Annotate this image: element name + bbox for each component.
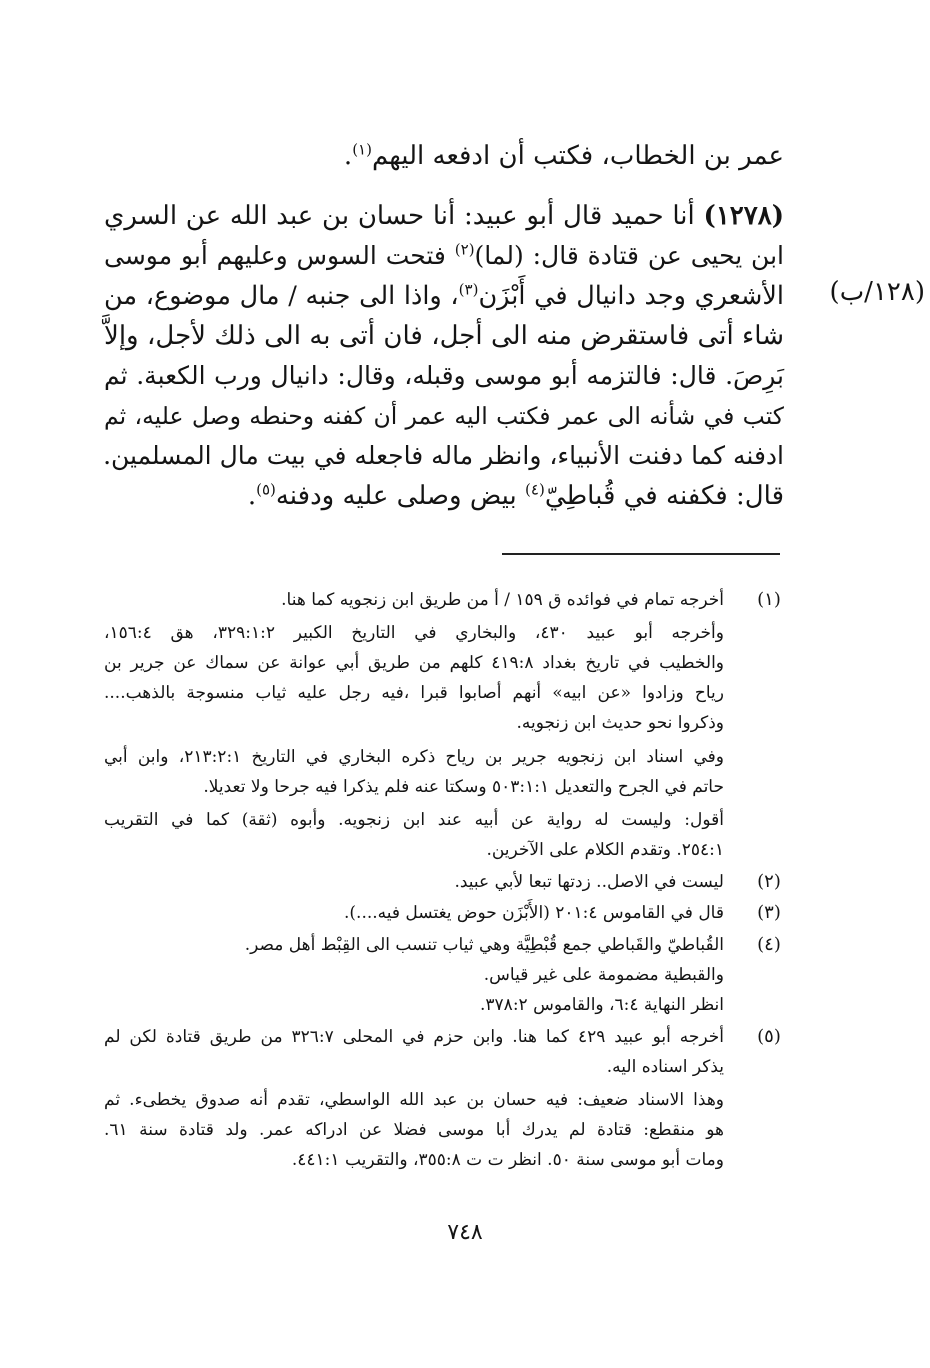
footnote-number: (١) xyxy=(757,589,781,610)
footnote-line: وذكروا نحو حديث ابن زنجويه. xyxy=(516,713,724,733)
line-text: . xyxy=(343,141,353,171)
line-text: أنا حميد قال أبو عبيد: أنا حسان بن عبد الله عن السري xyxy=(104,201,704,231)
hadith-number: (١٢٧٨) xyxy=(703,201,784,231)
main-text-line xyxy=(104,196,784,236)
footnote-ref: (٥) xyxy=(256,480,276,499)
main-text-line xyxy=(104,136,784,176)
line-text: عمر بن الخطاب، فكتب أن ادفعه اليهم xyxy=(371,141,784,171)
footnote-line: أخرجه أبو عبيد ٤٢٩ كما هنا. وابن حزم في المحلى ٣٢٦:٧ من طريق قتادة لكن لم xyxy=(104,1027,724,1047)
footnote-continuation xyxy=(104,618,784,648)
margin-manuscript-note: (١٢٨/ب) xyxy=(829,277,925,307)
main-text-line xyxy=(104,476,784,516)
footnote-line: هو منقطع: قتادة لم يدرك أبا موسى فضلا عن ادراكه عمر. ولد قتادة سنة ٦١. xyxy=(104,1120,724,1140)
main-text-line xyxy=(104,276,784,316)
main-text-line: بَرِصَ. قال: فالتزمه أبو موسى وقبله، وقال: دانيال ورب الكعبة. ثم xyxy=(104,361,784,390)
footnote-line: وفي اسناد ابن زنجويه جرير بن رياح ذكره البخاري في التاريخ ٢١٣:٢:١، وابن أبي xyxy=(104,747,724,767)
footnote-continuation xyxy=(104,648,784,678)
footnote-continuation xyxy=(104,990,784,1020)
footnote-number: (٣) xyxy=(757,902,781,923)
line-text: ابن يحيى عن قتادة قال: (لما) xyxy=(474,241,784,270)
footnote xyxy=(104,930,784,960)
main-text-line: شاء أتى فاستقرض منه الى أجل، فان أتى به الى ذلك لأجل، وإلاَّ xyxy=(104,321,784,351)
line-text: فتحت السوس وعليهم أبو موسى xyxy=(104,241,455,270)
line-text: بيض وصلى عليه ودفنه xyxy=(275,481,526,511)
footnote-continuation xyxy=(104,835,784,865)
page-number: ٧٤٨ xyxy=(447,1220,483,1245)
footnote xyxy=(104,898,784,928)
footnote-continuation xyxy=(104,1052,784,1082)
footnote-ref: (٣) xyxy=(458,280,479,299)
footnote-continuation xyxy=(104,772,784,802)
footnote-number: (٥) xyxy=(757,1026,781,1047)
footnote-line: والخطيب في تاريخ بغداد ٤١٩:٨ كلهم من طريق أبي عوانة عن سماك عن جرير بن xyxy=(104,653,724,673)
footnote-number: (٢) xyxy=(757,871,781,892)
footnote-line: انظر النهاية ٦:٤، والقاموس ٣٧٨:٢. xyxy=(480,995,724,1015)
footnote-line: والقبطية مضمومة على غير قياس. xyxy=(483,965,724,985)
main-text-line xyxy=(104,236,784,276)
footnote-ref: (٤) xyxy=(525,480,545,499)
footnote-divider xyxy=(502,553,780,555)
footnote-line: يذكر اسناده اليه. xyxy=(606,1057,724,1077)
footnote-line: أخرجه تمام في فوائده ق ١٥٩ / أ من طريق ابن زنجويه كما هنا. xyxy=(281,590,724,610)
footnote-number: (٤) xyxy=(757,934,781,955)
footnote-line: قال في القاموس ٢٠١:٤ (الأَبْزَن حوض يغتسل فيه....). xyxy=(344,903,724,923)
footnote-ref: (٢) xyxy=(454,240,475,259)
footnote xyxy=(104,1022,784,1052)
footnote-continuation xyxy=(104,1145,784,1175)
footnote-continuation xyxy=(104,960,784,990)
footnote-continuation xyxy=(104,1085,784,1115)
footnote-continuation xyxy=(104,742,784,772)
footnote-line: حاتم في الجرح والتعديل ٥٠٣:١:١ وسكتا عنه فلم يذكرا فيه جرحا ولا تعديلا. xyxy=(203,777,724,797)
footnote xyxy=(104,867,784,897)
footnote-line: القُباطيّ والقَباطي جمع قُبْطِيَّة وهي ثياب تنسب الى القِبْط أهل مصر. xyxy=(244,935,724,955)
main-text-line: كتب في شأنه الى عمر فكتب اليه عمر أن كفنه وحنطه وصل عليه، ثم xyxy=(104,402,784,430)
footnote-ref: (١) xyxy=(352,140,372,159)
footnote-line: وهذا الاسناد ضعيف: فيه حسان بن عبد الله الواسطي، تقدم أنه صدوق يخطىء. ثم xyxy=(104,1090,724,1110)
line-text: قال: فكفنه في قُباطِيّ xyxy=(544,481,784,511)
footnote-line: ليست في الاصل.. زدتها تبعا لأبي عبيد. xyxy=(454,872,724,892)
footnote-line: رياح وزادوا «عن ابيه» أنهم أصابوا قبرا ،فيه رجل عليه ثياب منسوجة بالذهب.... xyxy=(104,683,724,703)
footnote-continuation xyxy=(104,805,784,835)
footnote xyxy=(104,585,784,615)
line-text: ، واذا الى جنبه / مال موضوع، من xyxy=(104,281,459,311)
footnote-line: ومات أبو موسى سنة ٥٠. انظر ت ت ٣٥٥:٨، والتقريب ٤٤١:١. xyxy=(291,1150,724,1170)
line-text: . xyxy=(247,481,257,511)
footnote-continuation xyxy=(104,1115,784,1145)
footnote-continuation xyxy=(104,708,784,738)
footnote-line: ٢٥٤:١. وتقدم الكلام على الآخرين. xyxy=(486,840,724,860)
footnote-line: أقول: وليست له رواية عن أبيه عند ابن زنجويه. وأبوه (ثقة) كما في التقريب xyxy=(104,810,724,830)
footnote-continuation xyxy=(104,678,784,708)
line-text: الأشعري وجد دانيال في أَبْزَن xyxy=(478,281,784,311)
main-text-line: ادفنه كما دفنت الأنبياء، وانظر ماله فاجعله في بيت مال المسلمين. xyxy=(103,441,784,470)
footnote-line: وأخرجه أبو عبيد ٤٣٠، والبخاري في التاريخ الكبير ٣٢٩:١:٢، هق ١٥٦:٤، xyxy=(104,623,724,643)
